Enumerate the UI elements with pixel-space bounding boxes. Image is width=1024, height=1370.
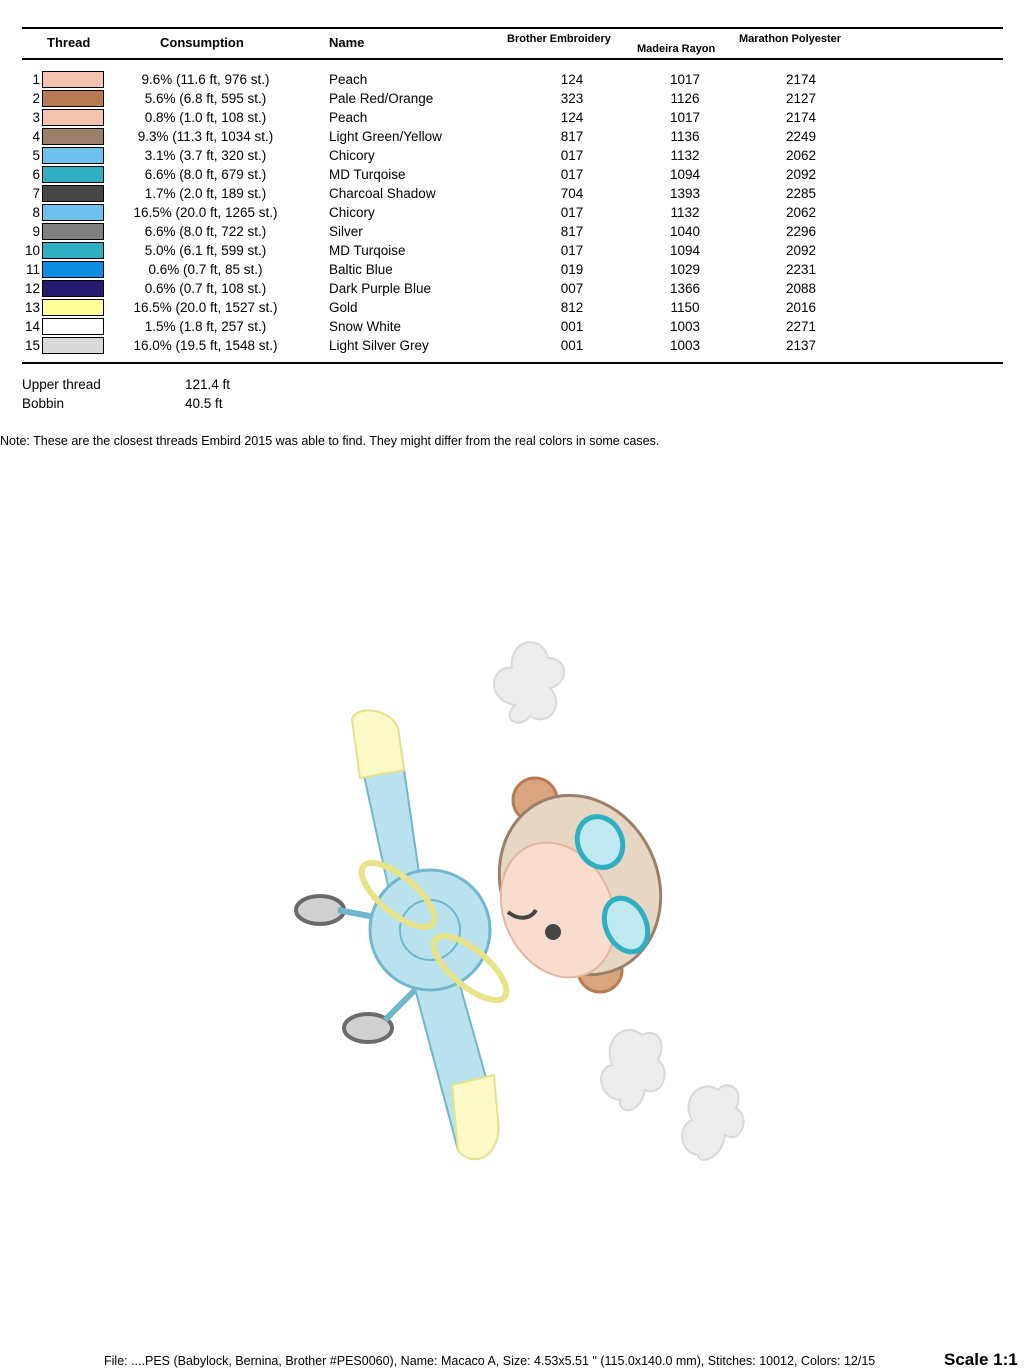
- thread-madeira-code: 1017: [669, 110, 701, 125]
- thread-madeira-code: 1003: [669, 338, 701, 353]
- thread-color-swatch: [42, 337, 104, 354]
- thread-number: 15: [24, 338, 40, 353]
- table-top-rule: [22, 27, 1003, 29]
- header-name: Name: [329, 35, 365, 50]
- thread-brother-code: 817: [560, 224, 584, 239]
- thread-number: 8: [32, 205, 40, 220]
- thread-consumption: 0.6% (0.7 ft, 108 st.): [144, 281, 267, 296]
- thread-marathon-code: 2174: [785, 110, 817, 125]
- thread-name: Peach: [329, 72, 368, 87]
- table-row: [0, 336, 1024, 355]
- thread-marathon-code: 2285: [785, 186, 817, 201]
- table-row: [0, 260, 1024, 279]
- table-row: [0, 241, 1024, 260]
- table-row: [0, 89, 1024, 108]
- thread-brother-code: 812: [560, 300, 584, 315]
- thread-consumption: 16.0% (19.5 ft, 1548 st.): [133, 338, 278, 353]
- thread-brother-code: 017: [560, 167, 584, 182]
- thread-color-swatch: [42, 166, 104, 183]
- bobbin-label: Bobbin: [22, 396, 65, 411]
- thread-consumption: 1.5% (1.8 ft, 257 st.): [144, 319, 267, 334]
- thread-name: Silver: [329, 224, 363, 239]
- thread-marathon-code: 2092: [785, 243, 817, 258]
- cloud-bottom-left: [601, 1030, 665, 1110]
- thread-brother-code: 017: [560, 148, 584, 163]
- thread-brother-code: 704: [560, 186, 584, 201]
- thread-marathon-code: 2062: [785, 205, 817, 220]
- thread-marathon-code: 2296: [785, 224, 817, 239]
- embroidery-design-preview: [280, 620, 750, 1180]
- thread-consumption: 3.1% (3.7 ft, 320 st.): [144, 148, 267, 163]
- thread-consumption: 9.6% (11.6 ft, 976 st.): [141, 72, 270, 87]
- thread-color-swatch: [42, 299, 104, 316]
- thread-brother-code: 124: [560, 72, 584, 87]
- table-header-rule: [22, 58, 1003, 60]
- thread-name: Chicory: [329, 205, 375, 220]
- disclaimer-note: Note: These are the closest threads Embird 2015 was able to find. They might differ from the real colors in some cases.: [0, 434, 660, 448]
- thread-marathon-code: 2062: [785, 148, 817, 163]
- thread-consumption: 1.7% (2.0 ft, 189 st.): [144, 186, 267, 201]
- thread-consumption: 5.6% (6.8 ft, 595 st.): [144, 91, 267, 106]
- thread-marathon-code: 2127: [785, 91, 817, 106]
- thread-number: 12: [24, 281, 40, 296]
- table-row: [0, 222, 1024, 241]
- header-marathon: Marathon Polyester: [739, 33, 842, 45]
- thread-name: Gold: [329, 300, 358, 315]
- thread-madeira-code: 1029: [669, 262, 701, 277]
- scale-label: Scale 1:1: [944, 1350, 1018, 1369]
- thread-number: 3: [32, 110, 40, 125]
- thread-name: Pale Red/Orange: [329, 91, 434, 106]
- thread-consumption: 6.6% (8.0 ft, 679 st.): [144, 167, 267, 182]
- monkey-eye-open: [545, 924, 561, 940]
- upper-thread-value: 121.4 ft: [185, 377, 231, 392]
- thread-brother-code: 124: [560, 110, 584, 125]
- thread-madeira-code: 1040: [669, 224, 701, 239]
- thread-madeira-code: 1126: [670, 91, 700, 106]
- thread-brother-code: 019: [560, 262, 584, 277]
- thread-madeira-code: 1136: [670, 129, 700, 144]
- thread-color-swatch: [42, 280, 104, 297]
- thread-color-swatch: [42, 318, 104, 335]
- thread-color-swatch: [42, 242, 104, 259]
- thread-name: Dark Purple Blue: [329, 281, 432, 296]
- thread-brother-code: 007: [560, 281, 584, 296]
- thread-name: MD Turqoise: [329, 243, 406, 258]
- thread-color-swatch: [42, 128, 104, 145]
- thread-number: 1: [32, 72, 40, 87]
- thread-color-swatch: [42, 261, 104, 278]
- thread-madeira-code: 1017: [669, 72, 701, 87]
- thread-name: Light Silver Grey: [329, 338, 429, 353]
- thread-marathon-code: 2016: [785, 300, 817, 315]
- thread-color-swatch: [42, 109, 104, 126]
- table-row: [0, 317, 1024, 336]
- thread-name: Charcoal Shadow: [329, 186, 436, 201]
- table-row: [0, 108, 1024, 127]
- file-info-footer: File: ....PES (Babylock, Bernina, Brother #PES0060), Name: Macaco A, Size: 4.53x5.51 " (115.0x140.0 mm), Stitches: 10012, Colors: 12/15: [104, 1354, 876, 1368]
- thread-number: 9: [32, 224, 40, 239]
- thread-madeira-code: 1132: [670, 205, 700, 220]
- thread-color-swatch: [42, 147, 104, 164]
- thread-number: 6: [32, 167, 40, 182]
- table-row: [0, 203, 1024, 222]
- thread-color-swatch: [42, 90, 104, 107]
- thread-consumption: 0.8% (1.0 ft, 108 st.): [144, 110, 267, 125]
- thread-number: 14: [24, 319, 40, 334]
- thread-madeira-code: 1150: [670, 300, 700, 315]
- thread-name: Light Green/Yellow: [329, 129, 442, 144]
- thread-name: Baltic Blue: [329, 262, 393, 277]
- thread-brother-code: 323: [560, 91, 584, 106]
- table-row: [0, 165, 1024, 184]
- thread-madeira-code: 1094: [669, 243, 701, 258]
- thread-brother-code: 001: [560, 319, 584, 334]
- bobbin-value: 40.5 ft: [185, 396, 223, 411]
- table-row: [0, 298, 1024, 317]
- header-madeira: Madeira Rayon: [637, 43, 716, 55]
- thread-name: MD Turqoise: [329, 167, 406, 182]
- thread-marathon-code: 2174: [785, 72, 817, 87]
- thread-marathon-code: 2088: [785, 281, 817, 296]
- cloud-bottom-right: [682, 1085, 743, 1160]
- thread-brother-code: 001: [560, 338, 584, 353]
- thread-brother-code: 017: [560, 243, 584, 258]
- thread-name: Chicory: [329, 148, 375, 163]
- table-row: [0, 279, 1024, 298]
- table-row: [0, 70, 1024, 89]
- thread-madeira-code: 1132: [670, 148, 700, 163]
- thread-number: 10: [24, 243, 40, 258]
- table-row: [0, 146, 1024, 165]
- thread-marathon-code: 2231: [785, 262, 817, 277]
- header-brother: Brother Embroidery: [507, 33, 611, 45]
- thread-number: 11: [25, 262, 40, 277]
- thread-marathon-code: 2249: [785, 129, 817, 144]
- thread-madeira-code: 1094: [669, 167, 701, 182]
- thread-number: 2: [32, 91, 40, 106]
- thread-number: 4: [32, 129, 40, 144]
- thread-madeira-code: 1003: [669, 319, 701, 334]
- table-bottom-rule: [22, 362, 1003, 364]
- thread-consumption: 0.6% (0.7 ft, 85 st.): [148, 262, 263, 277]
- table-row: [0, 127, 1024, 146]
- thread-number: 5: [32, 148, 40, 163]
- thread-consumption: 9.3% (11.3 ft, 1034 st.): [137, 129, 274, 144]
- thread-brother-code: 817: [560, 129, 584, 144]
- thread-madeira-code: 1393: [669, 186, 701, 201]
- thread-consumption: 5.0% (6.1 ft, 599 st.): [144, 243, 267, 258]
- thread-consumption: 6.6% (8.0 ft, 722 st.): [144, 224, 267, 239]
- thread-madeira-code: 1366: [669, 281, 701, 296]
- thread-color-swatch: [42, 223, 104, 240]
- thread-color-swatch: [42, 71, 104, 88]
- thread-marathon-code: 2137: [785, 338, 817, 353]
- header-thread: Thread: [47, 35, 91, 50]
- thread-marathon-code: 2092: [785, 167, 817, 182]
- thread-consumption: 16.5% (20.0 ft, 1265 st.): [133, 205, 278, 220]
- thread-name: Snow White: [329, 319, 402, 334]
- thread-marathon-code: 2271: [785, 319, 817, 334]
- thread-consumption: 16.5% (20.0 ft, 1527 st.): [133, 300, 278, 315]
- upper-thread-label: Upper thread: [22, 377, 101, 392]
- thread-name: Peach: [329, 110, 368, 125]
- wheel-upper: [296, 896, 344, 924]
- thread-color-swatch: [42, 204, 104, 221]
- thread-number: 13: [24, 300, 40, 315]
- plane-propeller-hub: [370, 870, 490, 990]
- thread-color-swatch: [42, 185, 104, 202]
- header-consumption: Consumption: [160, 35, 244, 50]
- cloud-top: [494, 642, 564, 723]
- thread-number: 7: [32, 186, 40, 201]
- table-row: [0, 184, 1024, 203]
- thread-brother-code: 017: [560, 205, 584, 220]
